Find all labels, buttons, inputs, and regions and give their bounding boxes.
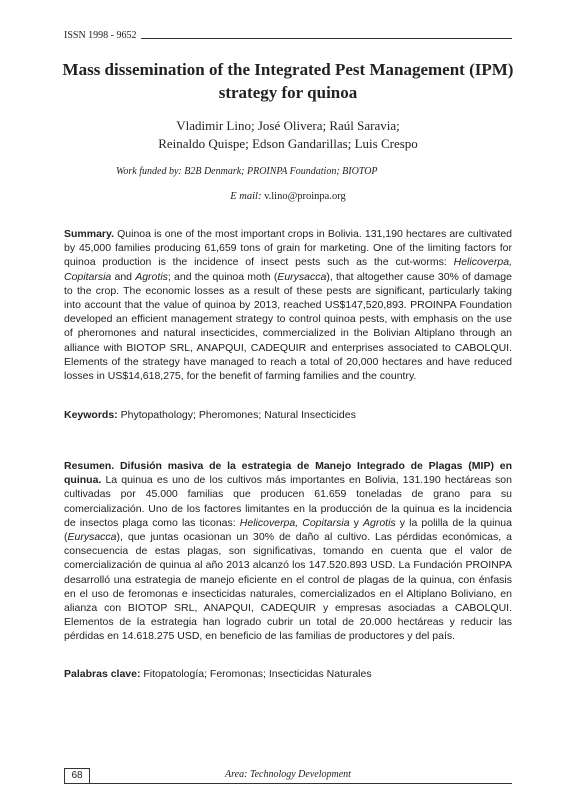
species-name: Agrotis (363, 516, 396, 529)
species-name: Eurysacca (277, 270, 327, 283)
palabras-clave-text: Fitopatología; Feromonas; Insecticidas Naturales (140, 668, 372, 680)
summary-text: ), that altogether cause 30% of damage to the crop. The economic losses as a result of these pests are significant, particularly taking into account that the value of quinoa by 2013, reached US$147,520,893. PROINPA Foundation developed an efficient management strategy to control quinoa pests, with emphasis on the use of pheromones and natural insecticides, commercialized in the Bolivian Altiplano through an alliance with BIOTOP SRL, ANAPQUI, CADEQUIR and enterprises associated to CABOLQUI. Elements of the strategy have managed to reach a total of 20,000 hectares and have reduced losses in US$14,618,275, for the benefit of farming families and the country. (64, 270, 512, 383)
area-label: Area: Technology Development (225, 769, 351, 780)
keywords-label: Keywords: (64, 409, 118, 421)
summary-paragraph (64, 227, 512, 383)
resumen-paragraph (64, 459, 512, 644)
page-number: 68 (64, 768, 90, 784)
species-name: Helicoverpa, Copitarsia (64, 256, 512, 283)
email-label: E mail: (230, 191, 262, 202)
header-rule (141, 38, 512, 39)
resumen-text: y la polilla de la quinua ( (64, 516, 512, 544)
page-footer (64, 768, 512, 786)
issn: ISSN 1998 - 9652 (64, 30, 137, 41)
page-header (64, 30, 512, 41)
authors-line-2: Reinaldo Quispe; Edson Gandarillas; Luis Crespo (158, 136, 418, 151)
palabras-clave-line (64, 667, 512, 681)
footer-rule (90, 783, 512, 784)
resumen-text: y (349, 516, 363, 529)
keywords-text: Phytopathology; Pheromones; Natural Insecticides (117, 409, 356, 421)
palabras-clave-label: Palabras clave: (64, 668, 141, 680)
species-name: Helicoverpa, Copitarsia (239, 516, 350, 529)
funding-note: Work funded by: B2B Denmark; PROINPA Foundation; BIOTOP (116, 166, 378, 177)
summary-text: and (111, 270, 136, 283)
summary-text: ; and the quinoa moth ( (167, 270, 278, 283)
summary-label: Summary. (64, 228, 114, 240)
species-name: Agrotis (135, 270, 168, 283)
species-name: Eurysacca (67, 531, 117, 544)
keywords-line (64, 408, 512, 422)
summary-text: Quinoa is one of the most important crops in Bolivia. 131,190 hectares are cultivated by 45,000 families producing 61,659 tons of grain for marketing. One of the limiting factors for quinoa production is the incidence of insect pests such as the cut-worms: (64, 228, 512, 269)
resumen-text: ), que juntas ocasionan un 30% de daño al cultivo. Las pérdidas económicas, a consecuencia de estas plagas, son significativas, tomando en cuenta que el valor de comercialización de quinua al año 2013 alcanzó los 147.520.893 USD. La Fundación PROINPA desarrolló una estrategia de manejo eficiente en el control de plagas de la quinua, con énfasis en el uso de feromonas e insecticidas naturales, comercializados en el Altiplano Boliviano, en alianza con BIOTOP SRL, ANAPQUI, CADEQUIR y empresas asociadas a CABOLQUI. Elementos de la estrategia han logrado cubrir un total de 20.000 hectáreas y reducir las pérdidas en 14.618.275 USD, en beneficio de las familias de productores y del país. (64, 531, 512, 643)
authors (60, 117, 516, 153)
email-address[interactable]: v.lino@proinpa.org (264, 191, 346, 202)
authors-line-1: Vladimir Lino; José Olivera; Raúl Saravia; (176, 118, 400, 133)
paper-title: Mass dissemination of the Integrated Pest Management (IPM) strategy for quinoa (62, 60, 514, 102)
resumen-text: La quinua es uno de los cultivos más importantes en Bolivia, 131.190 hectáreas son cultivadas por 45.000 familias que producen 61.659 toneladas de grano para su comercialización. Uno de los factores limitantes en la producción de la quinua es la incidencia de insectos plaga como las ticonas: (64, 474, 512, 529)
resumen-label: Resumen. Difusión masiva de la estrategia de Manejo Integrado de Plagas (MIP) en quinua. (64, 460, 512, 487)
email-line (60, 191, 516, 202)
